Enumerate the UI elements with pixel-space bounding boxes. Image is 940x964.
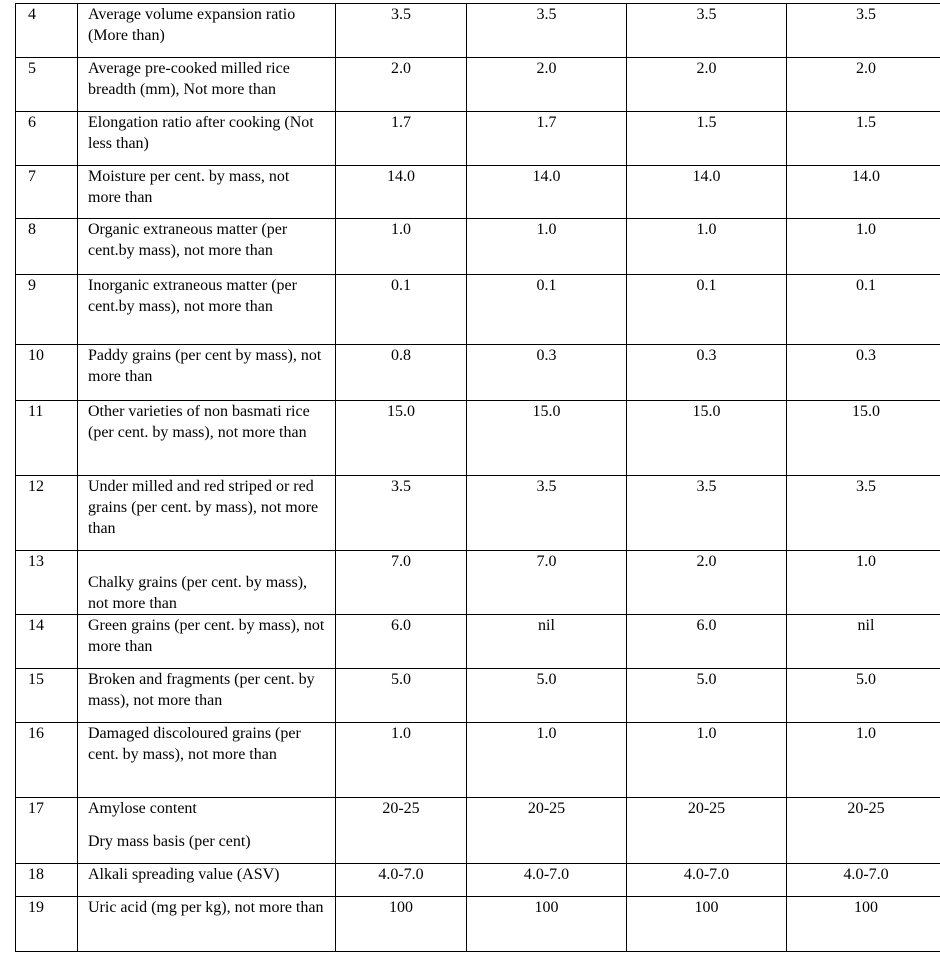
value-text: 3.5 <box>536 478 557 495</box>
parameter-text: Dry mass basis (per cent) <box>88 833 251 850</box>
parameter-text: Under milled and red striped or red grains (per cent. by mass), not more than <box>88 478 319 537</box>
value-cell <box>336 897 467 952</box>
parameter-cell <box>78 551 336 615</box>
table-row <box>16 476 940 551</box>
row-number: 17 <box>28 800 44 817</box>
value-cell <box>787 615 940 669</box>
value-text: 1.0 <box>696 725 717 742</box>
table-row <box>16 551 940 615</box>
table-row <box>16 275 940 345</box>
parameter-cell <box>78 476 336 551</box>
value-text: 20-25 <box>847 800 885 817</box>
value-cell <box>336 166 467 219</box>
value-cell <box>336 345 467 401</box>
row-number: 4 <box>28 6 36 23</box>
value-cell <box>787 551 940 615</box>
value-cell <box>627 345 787 401</box>
value-text: 15.0 <box>387 403 415 420</box>
value-text: 100 <box>534 899 559 916</box>
value-cell <box>627 551 787 615</box>
value-text: 0.1 <box>696 277 717 294</box>
value-text: 4.0-7.0 <box>683 866 730 883</box>
value-cell <box>336 401 467 476</box>
parameter-cell <box>78 345 336 401</box>
value-cell <box>627 4 787 58</box>
parameter-text: Organic extraneous matter (per cent.by mass), not more than <box>88 221 288 259</box>
value-cell <box>336 864 467 897</box>
value-cell <box>627 723 787 798</box>
parameter-cell <box>78 401 336 476</box>
value-text: 1.0 <box>391 725 411 742</box>
value-cell <box>467 4 627 58</box>
value-text: 0.1 <box>856 277 876 294</box>
value-cell <box>787 723 940 798</box>
value-text: 14.0 <box>852 168 880 185</box>
table-row <box>16 166 940 219</box>
value-cell <box>787 219 940 275</box>
value-cell <box>336 798 467 864</box>
value-cell <box>336 551 467 615</box>
row-number-cell <box>16 58 78 112</box>
value-text: 2.0 <box>696 553 717 570</box>
value-text: 3.5 <box>696 478 717 495</box>
value-cell <box>627 798 787 864</box>
value-text: 5.0 <box>391 671 411 688</box>
value-text: 6.0 <box>391 617 411 634</box>
value-text: 0.3 <box>696 347 717 364</box>
row-number-cell <box>16 669 78 723</box>
value-cell <box>467 58 627 112</box>
row-number-cell <box>16 897 78 952</box>
value-text: 14.0 <box>692 168 721 185</box>
parameter-cell <box>78 615 336 669</box>
value-text: 2.0 <box>536 60 557 77</box>
value-cell <box>627 401 787 476</box>
row-number-cell <box>16 615 78 669</box>
value-text: nil <box>857 617 875 634</box>
value-text: 14.0 <box>387 168 415 185</box>
value-cell <box>627 219 787 275</box>
value-text: 3.5 <box>856 6 876 23</box>
value-text: 5.0 <box>856 671 876 688</box>
row-number-cell <box>16 551 78 615</box>
value-cell <box>627 669 787 723</box>
row-number: 18 <box>28 866 44 883</box>
row-number: 6 <box>28 114 36 131</box>
value-cell <box>467 345 627 401</box>
row-number: 9 <box>28 277 36 294</box>
table-row <box>16 345 940 401</box>
row-number-cell <box>16 112 78 166</box>
row-number: 13 <box>28 553 44 570</box>
value-text: 100 <box>694 899 719 916</box>
value-text: 5.0 <box>536 671 557 688</box>
table-row <box>16 798 940 864</box>
table-body <box>16 4 940 952</box>
value-text: 20-25 <box>687 800 726 817</box>
row-number-cell <box>16 401 78 476</box>
parameter-text: Other varieties of non basmati rice (per cent. by mass), not more than <box>88 403 310 441</box>
value-text: 1.0 <box>856 725 876 742</box>
value-cell <box>787 345 940 401</box>
row-number-cell <box>16 4 78 58</box>
row-number: 5 <box>28 60 36 77</box>
value-cell <box>787 166 940 219</box>
parameter-cell <box>78 723 336 798</box>
table-row <box>16 112 940 166</box>
value-cell <box>627 476 787 551</box>
value-text: 2.0 <box>696 60 717 77</box>
value-cell <box>467 166 627 219</box>
parameter-text: Moisture per cent. by mass, not more than <box>88 168 290 206</box>
row-number: 11 <box>28 403 44 420</box>
value-text: 1.0 <box>536 221 557 238</box>
value-text: 1.7 <box>391 114 411 131</box>
value-text: 4.0-7.0 <box>523 866 570 883</box>
table-row <box>16 219 940 275</box>
value-cell <box>787 864 940 897</box>
value-text: 3.5 <box>536 6 557 23</box>
value-cell <box>336 723 467 798</box>
value-cell <box>787 58 940 112</box>
parameter-cell <box>78 58 336 112</box>
parameter-text: Chalky grains (per cent. by mass), not more than <box>88 574 308 612</box>
row-number: 16 <box>28 725 44 742</box>
value-text: 1.5 <box>856 114 876 131</box>
value-text: 15.0 <box>532 403 561 420</box>
parameter-text: Average pre-cooked milled rice breadth (mm), Not more than <box>88 60 290 98</box>
parameter-text: Green grains (per cent. by mass), not more than <box>88 617 325 655</box>
row-number-cell <box>16 345 78 401</box>
value-cell <box>787 112 940 166</box>
row-number-cell <box>16 798 78 864</box>
row-number: 15 <box>28 671 44 688</box>
value-text: 3.5 <box>696 6 717 23</box>
value-cell <box>467 112 627 166</box>
value-cell <box>787 4 940 58</box>
value-text: 1.0 <box>696 221 717 238</box>
value-text: 2.0 <box>856 60 876 77</box>
table-row <box>16 58 940 112</box>
parameter-text: Amylose content <box>88 800 197 817</box>
value-cell <box>467 669 627 723</box>
parameter-text: Broken and fragments (per cent. by mass), not more than <box>88 671 315 709</box>
value-cell <box>627 58 787 112</box>
parameter-cell <box>78 669 336 723</box>
value-text: 6.0 <box>696 617 717 634</box>
value-cell <box>467 401 627 476</box>
table-row <box>16 4 940 58</box>
value-text: 0.1 <box>536 277 557 294</box>
parameter-cell <box>78 4 336 58</box>
row-number: 10 <box>28 347 44 364</box>
value-text: 3.5 <box>856 478 876 495</box>
value-text: 20-25 <box>382 800 420 817</box>
parameter-cell <box>78 897 336 952</box>
table-row <box>16 401 940 476</box>
value-cell <box>336 476 467 551</box>
parameter-cell <box>78 112 336 166</box>
value-text: 3.5 <box>391 478 411 495</box>
table-row <box>16 864 940 897</box>
row-number: 7 <box>28 168 36 185</box>
parameter-text: Average volume expansion ratio (More than) <box>88 6 296 44</box>
parameter-cell <box>78 798 336 864</box>
value-cell <box>467 615 627 669</box>
value-cell <box>627 897 787 952</box>
parameter-text: Inorganic extraneous matter (per cent.by mass), not more than <box>88 277 297 315</box>
value-text: 1.7 <box>536 114 557 131</box>
value-text: 4.0-7.0 <box>843 866 889 883</box>
value-text: nil <box>538 617 555 634</box>
value-text: 1.0 <box>536 725 557 742</box>
value-cell <box>467 864 627 897</box>
value-cell <box>787 669 940 723</box>
parameter-cell <box>78 275 336 345</box>
value-cell <box>787 897 940 952</box>
value-text: 2.0 <box>391 60 411 77</box>
value-text: 1.5 <box>696 114 717 131</box>
table-row <box>16 897 940 952</box>
value-text: 7.0 <box>536 553 557 570</box>
value-cell <box>467 476 627 551</box>
value-cell <box>787 798 940 864</box>
value-cell <box>787 275 940 345</box>
value-cell <box>627 166 787 219</box>
row-number-cell <box>16 275 78 345</box>
value-cell <box>627 275 787 345</box>
parameter-text: Uric acid (mg per kg), not more than <box>88 899 324 916</box>
value-text: 1.0 <box>391 221 411 238</box>
value-cell <box>336 275 467 345</box>
value-text: 100 <box>389 899 413 916</box>
table-row <box>16 723 940 798</box>
value-text: 15.0 <box>692 403 721 420</box>
value-cell <box>336 4 467 58</box>
value-cell <box>336 669 467 723</box>
value-cell <box>467 551 627 615</box>
parameter-cell <box>78 166 336 219</box>
value-cell <box>627 615 787 669</box>
value-text: 0.3 <box>856 347 876 364</box>
value-cell <box>467 798 627 864</box>
row-number-cell <box>16 723 78 798</box>
value-text: 1.0 <box>856 221 876 238</box>
value-text: 5.0 <box>696 671 717 688</box>
row-number: 19 <box>28 899 44 916</box>
value-text: 1.0 <box>856 553 876 570</box>
value-cell <box>627 864 787 897</box>
value-text: 0.8 <box>391 347 411 364</box>
value-cell <box>467 275 627 345</box>
value-text: 15.0 <box>852 403 880 420</box>
value-text: 0.3 <box>536 347 557 364</box>
value-text: 20-25 <box>527 800 566 817</box>
value-text: 14.0 <box>532 168 561 185</box>
row-number: 14 <box>28 617 44 634</box>
value-text: 100 <box>854 899 878 916</box>
value-cell <box>336 219 467 275</box>
value-cell <box>467 219 627 275</box>
value-cell <box>336 615 467 669</box>
parameter-text: Damaged discoloured grains (per cent. by mass), not more than <box>88 725 301 763</box>
value-text: 7.0 <box>391 553 411 570</box>
value-text: 0.1 <box>391 277 411 294</box>
specification-table <box>15 3 940 952</box>
parameter-cell <box>78 219 336 275</box>
row-number: 12 <box>28 478 44 495</box>
value-text: 4.0-7.0 <box>378 866 424 883</box>
row-number: 8 <box>28 221 36 238</box>
parameter-text: Alkali spreading value (ASV) <box>88 866 280 883</box>
value-cell <box>467 723 627 798</box>
value-cell <box>336 112 467 166</box>
table-row <box>16 615 940 669</box>
value-cell <box>787 401 940 476</box>
row-number-cell <box>16 166 78 219</box>
table-row <box>16 669 940 723</box>
value-cell <box>467 897 627 952</box>
value-cell <box>787 476 940 551</box>
row-number-cell <box>16 864 78 897</box>
value-cell <box>336 58 467 112</box>
parameter-cell <box>78 864 336 897</box>
parameter-text: Elongation ratio after cooking (Not less than) <box>88 114 314 152</box>
row-number-cell <box>16 219 78 275</box>
row-number-cell <box>16 476 78 551</box>
value-text: 3.5 <box>391 6 411 23</box>
value-cell <box>627 112 787 166</box>
parameter-text: Paddy grains (per cent by mass), not more than <box>88 347 322 385</box>
